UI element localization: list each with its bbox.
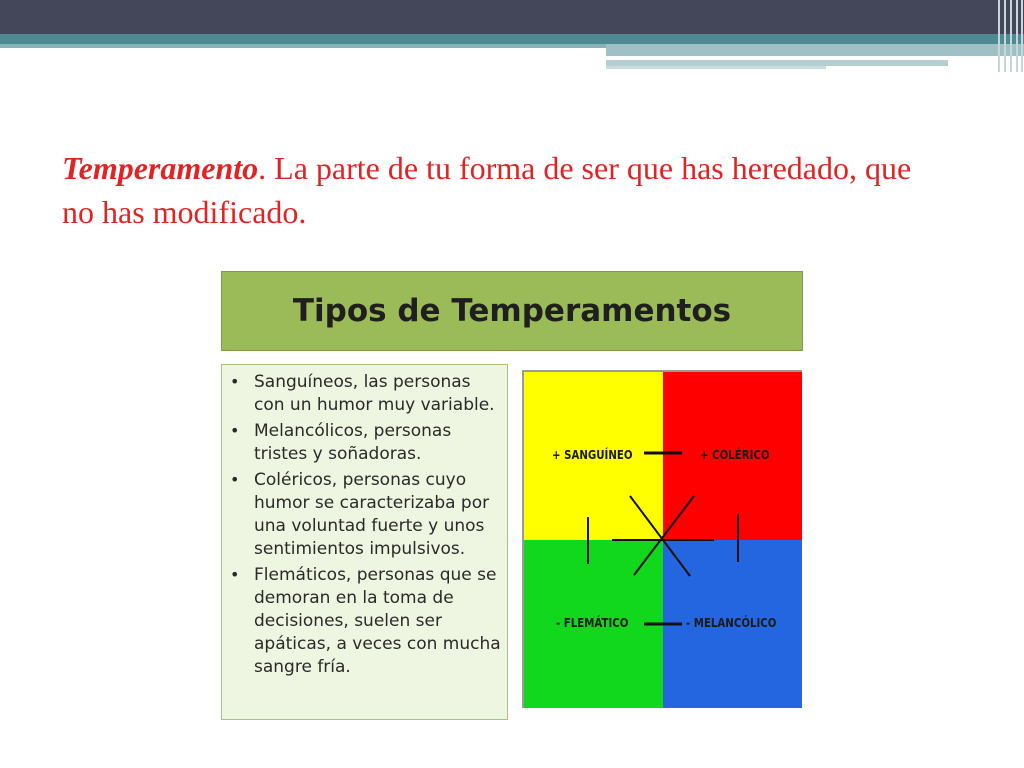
types-list-box <box>221 364 508 720</box>
list-item-text: Sanguíneos, las personas con un humor muy variable. <box>254 372 495 415</box>
label-colerico <box>700 448 770 462</box>
bullet-icon: • <box>230 372 240 391</box>
header-bar-teal-light <box>0 44 606 48</box>
label-melancolico-text: MELANCÓLICO <box>693 616 777 630</box>
header-bar-grey <box>606 44 1024 56</box>
types-title: Tipos de Temperamentos <box>292 293 732 329</box>
label-sanguineo-text: SANGUÍNEO <box>564 448 633 462</box>
list-item <box>228 420 501 466</box>
list-item <box>228 371 501 417</box>
list-item-text: Coléricos, personas cuyo humor se caracterizaba por una voluntad fuerte y unos sentimientos impulsivos. <box>254 470 490 559</box>
bullet-icon: • <box>230 565 240 584</box>
list-item-text: Flemáticos, personas que se demoran en la toma de decisiones, suelen ser apáticas, a veces con mucha sangre fría. <box>254 565 501 677</box>
intro-text: . La parte de tu forma de ser que has heredado, que no has modificado. <box>62 150 912 230</box>
mark-colerico: + <box>700 448 709 462</box>
header-bar-teal <box>0 34 1024 44</box>
label-flematico <box>556 616 628 630</box>
intro-term: Temperamento <box>62 150 259 186</box>
label-melancolico <box>686 616 776 630</box>
types-list <box>228 371 501 679</box>
types-title-box <box>221 271 803 351</box>
bullet-icon: • <box>230 421 240 440</box>
header-bar-grey-line <box>606 66 826 69</box>
label-sanguineo <box>552 448 633 462</box>
mark-melancolico: - <box>686 616 691 630</box>
diagram-lines <box>524 372 800 706</box>
list-item <box>228 564 501 679</box>
list-item-text: Melancólicos, personas tristes y soñadoras. <box>254 421 452 464</box>
bullet-icon: • <box>230 470 240 489</box>
list-item <box>228 469 501 561</box>
label-flematico-text: FLEMÁTICO <box>563 616 629 630</box>
header-bar-dark <box>0 0 1024 34</box>
header-right-stripes <box>994 0 1024 72</box>
temperament-diagram <box>522 370 802 708</box>
mark-sanguineo: + <box>552 448 561 462</box>
intro-paragraph <box>62 146 942 234</box>
mark-flematico: - <box>556 616 561 630</box>
label-colerico-text: COLÉRICO <box>712 448 770 462</box>
